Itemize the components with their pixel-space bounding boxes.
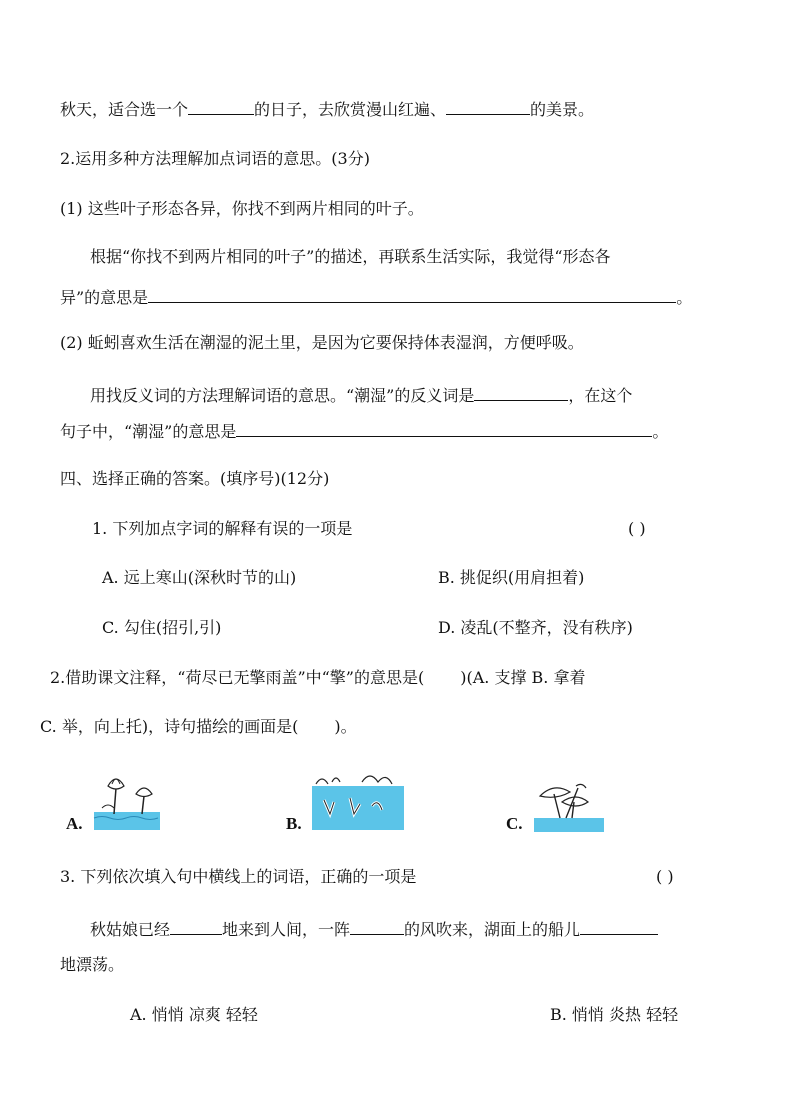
text-segment: 秋姑娘已经 (90, 920, 171, 939)
question-2-1-answer-line (60, 284, 692, 309)
text-segment: 地来到人间，一阵 (222, 920, 351, 939)
answer-blank-3[interactable] (580, 916, 658, 935)
question-2-2-prompt (90, 382, 632, 407)
answer-blank-2[interactable] (350, 916, 404, 935)
picture-label-a: A. (66, 814, 83, 833)
text-segment: 。 (676, 288, 693, 307)
question-4-3-sentence (90, 916, 658, 941)
option-a[interactable]: A. 远上寒山(深秋时节的山) (102, 568, 297, 587)
section-4-title: 四、选择正确的答案。(填序号)(12分) (60, 469, 330, 488)
text-segment: 的风吹来，湖面上的船儿 (404, 920, 581, 939)
question-2-2-answer-line (60, 418, 668, 443)
text-segment: )(A. 支撑 B. 拿着 (460, 668, 586, 687)
answer-blank-meaning[interactable] (148, 284, 676, 303)
question-4-3-stem: 3. 下列依次填入句中横线上的词语，正确的一项是 (60, 867, 417, 886)
text-segment: 句子中，“潮湿”的意思是 (60, 422, 237, 441)
question-2-title: 2.运用多种方法理解加点词语的意思。(3分) (60, 149, 370, 168)
question-4-2-line1 (50, 667, 585, 689)
text-segment: 秋天，适合选一个 (60, 100, 189, 119)
option-a[interactable]: A. 悄悄 凉爽 轻轻 (130, 1005, 258, 1024)
picture-label-b: B. (286, 814, 302, 833)
question-4-3-sentence-end: 地漂荡。 (60, 955, 125, 974)
withered-lotus-picture-c-icon[interactable] (532, 778, 606, 834)
answer-blank-1[interactable] (188, 96, 254, 115)
answer-paren[interactable]: ( ) (628, 519, 646, 538)
option-d[interactable]: D. 凌乱(不整齐，没有秩序) (438, 618, 633, 637)
text-segment: )。 (334, 717, 357, 736)
option-b[interactable]: B. 悄悄 炎热 轻轻 (550, 1005, 679, 1024)
picture-label-c: C. (506, 814, 523, 833)
text-segment: 的美景。 (530, 100, 595, 119)
text-segment: 。 (652, 422, 669, 441)
text-segment: 异”的意思是 (60, 288, 149, 307)
text-segment: 的日子，去欣赏漫山红遍、 (254, 100, 447, 119)
option-b[interactable]: B. 挑促织(用肩担着) (438, 568, 585, 587)
fill-in-line-autumn (60, 96, 594, 121)
question-4-2-line2 (40, 716, 357, 738)
text-segment: ，在这个 (568, 386, 633, 405)
question-2-2-sentence: (2) 蚯蚓喜欢生活在潮湿的泥土里，是因为它要保持体表湿润，方便呼吸。 (60, 333, 584, 352)
answer-paren[interactable]: ( ) (656, 867, 674, 886)
answer-blank-meaning-2[interactable] (236, 418, 652, 437)
question-2-1-prompt: 根据“你找不到两片相同的叶子”的描述，再联系生活实际，我觉得“形态各 (90, 247, 611, 266)
answer-blank-2[interactable] (446, 96, 530, 115)
option-c[interactable]: C. 勾住(招引,引) (102, 618, 222, 637)
question-2-1-sentence: (1) 这些叶子形态各异，你找不到两片相同的叶子。 (60, 199, 424, 218)
question-4-1-stem: 1. 下列加点字词的解释有误的一项是 (92, 519, 353, 538)
text-segment: 用找反义词的方法理解词语的意思。“潮湿”的反义词是 (90, 386, 475, 405)
snowy-water-picture-b-icon[interactable] (310, 770, 406, 832)
text-segment: 2.借助课文注释，“荷尽已无擎雨盖”中“擎”的意思是( (50, 668, 425, 687)
answer-blank-antonym[interactable] (474, 382, 568, 401)
lotus-picture-a-icon[interactable] (90, 768, 162, 832)
answer-blank-1[interactable] (170, 916, 222, 935)
text-segment: C. 举，向上托)，诗句描绘的画面是( (40, 717, 299, 736)
